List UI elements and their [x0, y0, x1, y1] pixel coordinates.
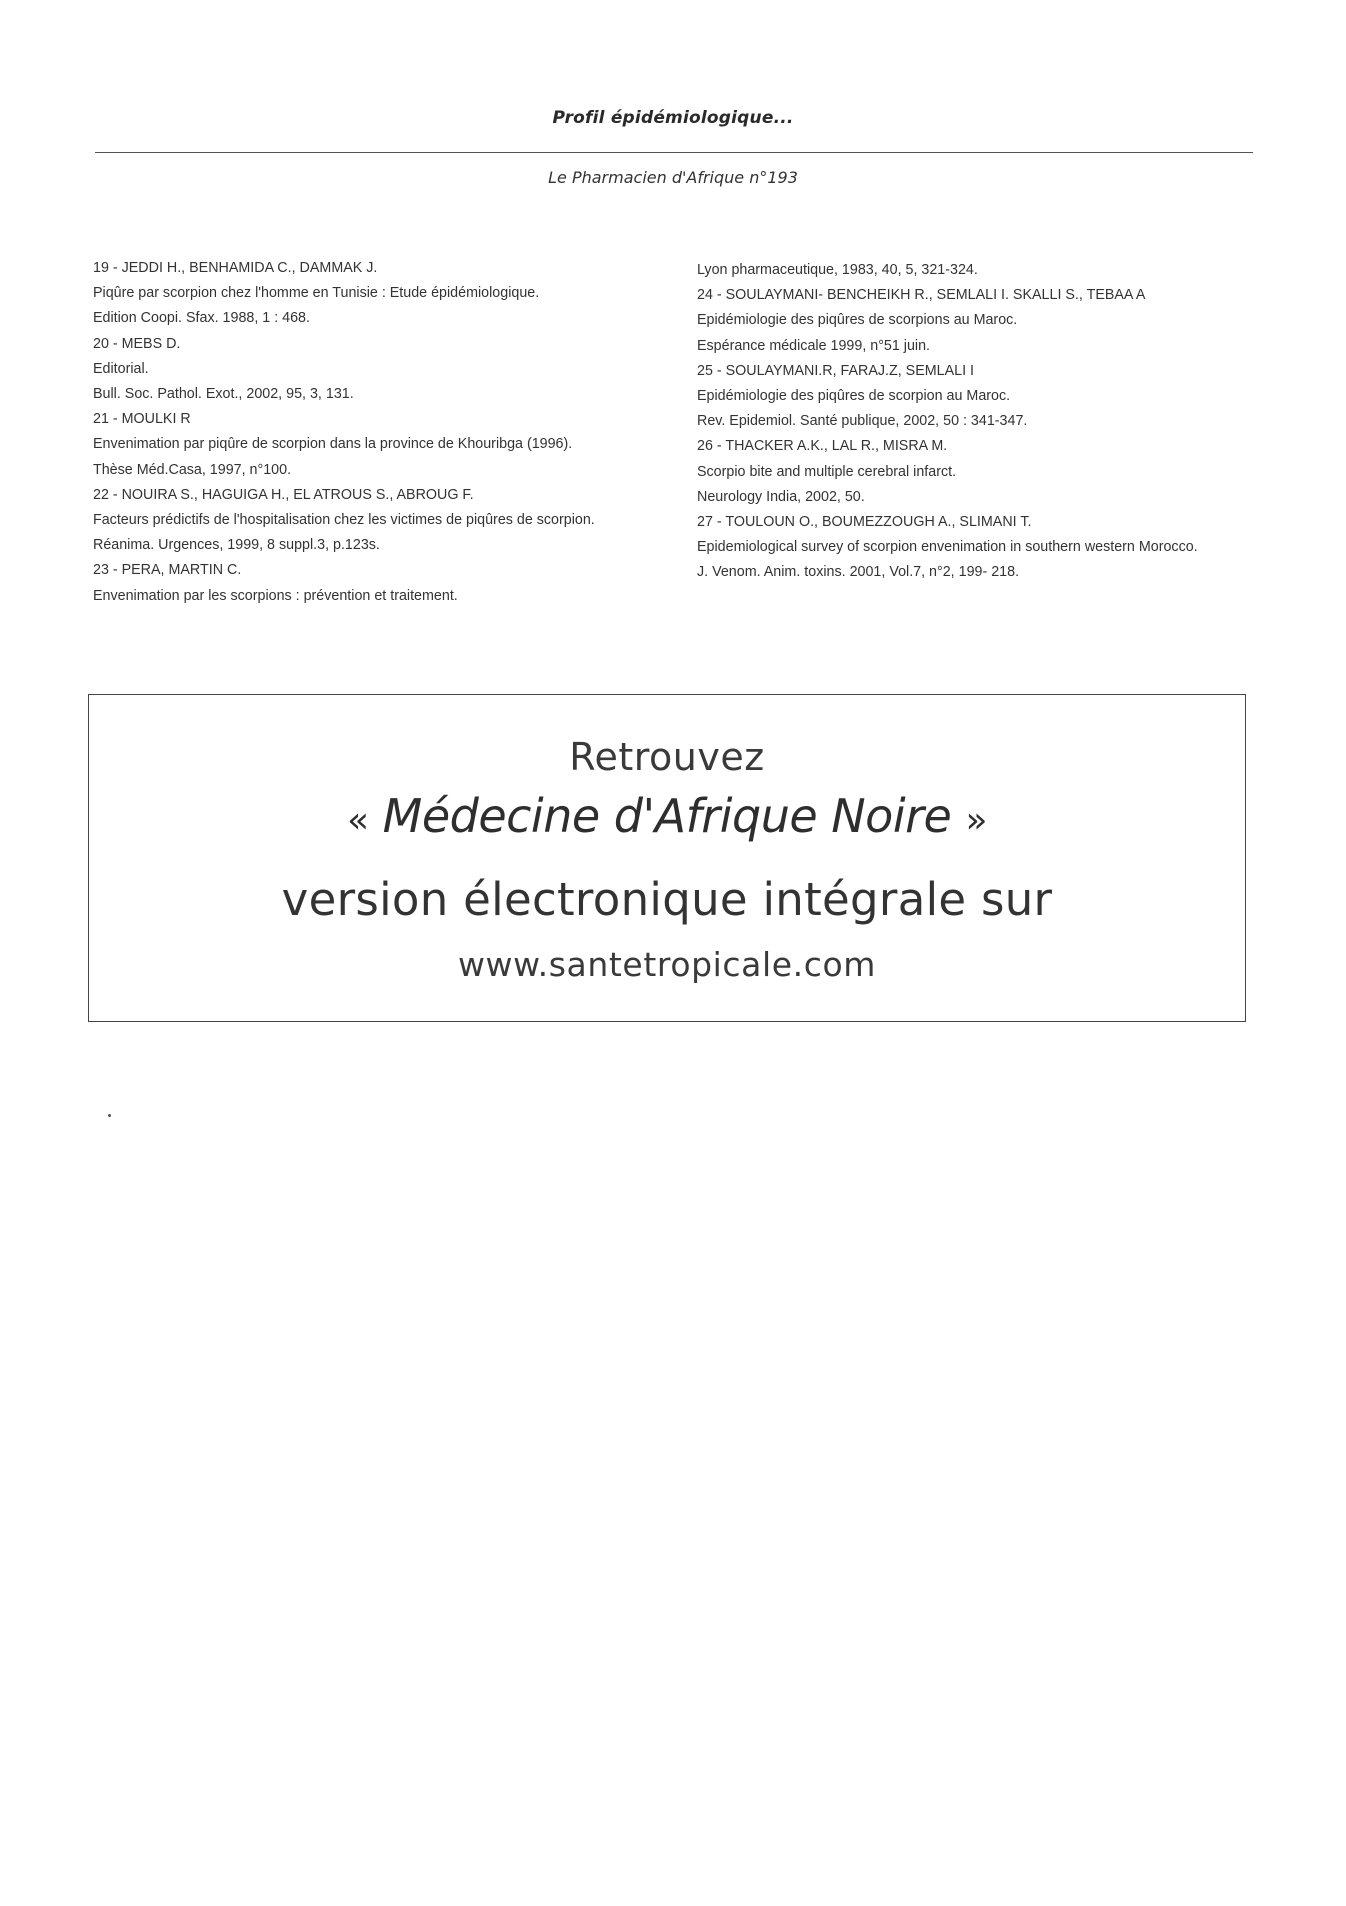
reference-line: Piqûre par scorpion chez l'homme en Tunisie : Etude épidémiologique. — [93, 285, 540, 302]
reference-line: Thèse Méd.Casa, 1997, n°100. — [93, 461, 292, 478]
reference-line: Scorpio bite and multiple cerebral infarct. — [697, 463, 957, 480]
quote-open: « — [347, 800, 369, 841]
reference-line: Edition Coopi. Sfax. 1988, 1 : 468. — [93, 310, 310, 327]
advert-version-line: version électronique intégrale sur — [281, 873, 1053, 926]
quote-close: » — [965, 800, 987, 841]
scan-speck — [108, 1114, 111, 1117]
reference-line: 23 - PERA, MARTIN C. — [93, 562, 242, 579]
header-rule — [95, 152, 1253, 153]
advert-journal-title — [89, 789, 1245, 843]
references-left-column — [93, 256, 648, 609]
reference-line: Bull. Soc. Pathol. Exot., 2002, 95, 3, 131. — [93, 386, 354, 403]
reference-line: 21 - MOULKI R — [93, 411, 191, 428]
reference-line: Envenimation par piqûre de scorpion dans la province de Khouribga (1996). — [93, 436, 573, 453]
reference-line: 25 - SOULAYMANI.R, FARAJ.Z, SEMLALI I — [697, 362, 975, 379]
reference-line: 20 - MEBS D. — [93, 335, 181, 352]
advert-box — [88, 694, 1246, 1022]
reference-line: Envenimation par les scorpions : prévention et traitement. — [93, 587, 458, 604]
running-title: Profil épidémiologique... — [552, 108, 794, 128]
reference-line: Rev. Epidemiol. Santé publique, 2002, 50 : 341-347. — [697, 413, 1028, 430]
reference-line: Epidémiologie des piqûres de scorpions au Maroc. — [697, 312, 1018, 329]
reference-line: 24 - SOULAYMANI- BENCHEIKH R., SEMLALI I. SKALLI S., TEBAA A — [697, 287, 1146, 304]
reference-line: Espérance médicale 1999, n°51 juin. — [697, 337, 931, 354]
references-right-column — [697, 258, 1257, 586]
reference-line: Epidemiological survey of scorpion envenimation in southern western Morocco. — [697, 539, 1198, 556]
reference-line: 19 - JEDDI H., BENHAMIDA C., DAMMAK J. — [93, 260, 378, 276]
reference-line: J. Venom. Anim. toxins. 2001, Vol.7, n°2, 199- 218. — [697, 564, 1020, 581]
journal-issue: Le Pharmacien d'Afrique n°193 — [548, 168, 798, 187]
reference-line: Neurology India, 2002, 50. — [697, 488, 865, 505]
advert-retrouvez: Retrouvez — [569, 735, 765, 779]
reference-line: Facteurs prédictifs de l'hospitalisation chez les victimes de piqûres de scorpion. — [93, 512, 595, 529]
journal-name: Médecine d'Afrique Noire — [382, 789, 952, 843]
reference-line: Epidémiologie des piqûres de scorpion au Maroc. — [697, 388, 1011, 405]
reference-line: Editorial. — [93, 360, 149, 377]
reference-line: 27 - TOULOUN O., BOUMEZZOUGH A., SLIMANI T. — [697, 514, 1032, 531]
reference-line: Lyon pharmaceutique, 1983, 40, 5, 321-324. — [697, 262, 978, 278]
reference-line: Réanima. Urgences, 1999, 8 suppl.3, p.123s. — [93, 537, 380, 554]
reference-line: 22 - NOUIRA S., HAGUIGA H., EL ATROUS S., ABROUG F. — [93, 486, 474, 503]
reference-line: 26 - THACKER A.K., LAL R., MISRA M. — [697, 438, 948, 455]
advert-url[interactable]: www.santetropicale.com — [457, 945, 877, 984]
